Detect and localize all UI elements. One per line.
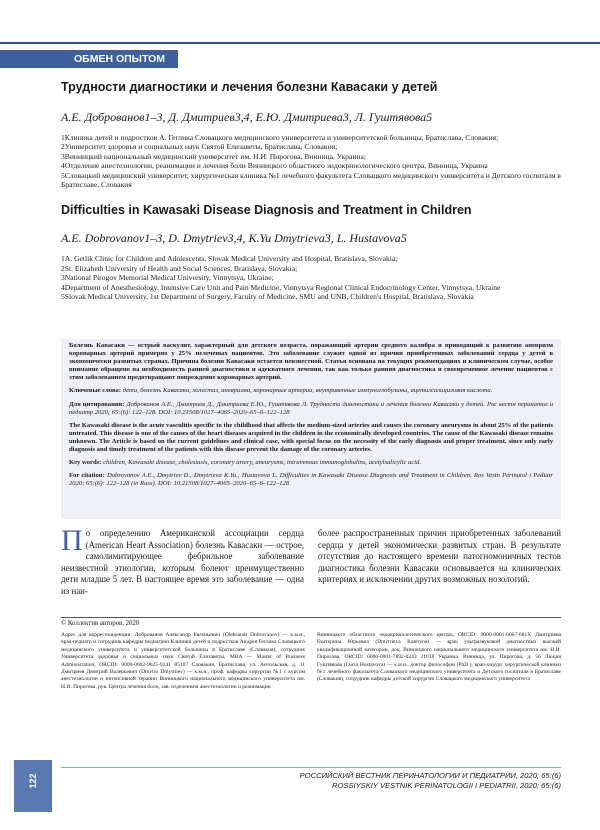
- authors-ru: А.Е. Доброванов1–3, Д. Дмитриев3,4, Е.Ю. Дмитриева3, Л. Гуштявова5: [61, 110, 433, 124]
- affiliation-ru-2: 2Университет здоровья и социальных наук Святой Елизаветы, Братислава, Словакия;: [61, 142, 338, 152]
- journal-footer: [240, 771, 561, 791]
- title-en: Difficulties in Kawasaki Disease Diagnosis and Treatment in Children: [61, 203, 472, 218]
- footer-divider: [61, 767, 561, 768]
- keywords-label-en: Key words:: [69, 459, 102, 467]
- abstract-ru: Болезнь Кавасаки — острый васкулит, характерный для детского возраста, поражающий артерии среднего калибра и приводящий к развитию аневризм коронарных артерий примерно у 25% нелеченых пациентов. Это заболевание служит одной из причин приобретенных заболеваний сердца у детей в экономически развитых странах. Причина болезни Кавасаки остается неизвестной. Статья основана на текущих рекомендациях и клиническом случае, особое внимание обращено на необходимость ранней диагностики и адекватного лечения, так как только ранняя диагностика и своевременное лечение пациентов с этим заболеванием предотвращают повреждение коронарных артерий.: [69, 342, 553, 382]
- affiliation-en-4: 4Department of Anesthesiology, Intensive Care Unit and Pain Medicine, Vinnytsya Regional Clinical Endocrinology Center, Vinnytsya, Ukraine: [61, 282, 501, 292]
- affiliation-ru-1: 1Клиника детей и подростков А. Геглика Словацкого медицинского университета и университетской больницы, Братислава, Словакия;: [61, 133, 499, 142]
- section-label: ОБМЕН ОПЫТОМ: [0, 50, 178, 68]
- citation-en: Dobrovanov A.E., Dmytriev D., Dmytrieva K.Yu., Hustavova L. Difficulties in Kawasaki Disease Diagnosis and Treatment in Children. Ros Vestn Perinatol i Pediatr 2020; 65:(6): 122–128 (in Russ). DOI: 10.21508/1027–4065–2020–65–6–122–128: [69, 472, 553, 488]
- keywords-en: children, Kawasaki disease, cholestasis, coronary artery, aneurysms, intravenous immunoglobulins, acetylsalicylic acid.: [103, 459, 422, 467]
- affiliation-en-3: 3National Pirogov Memorial Medical University, Vinnytsya, Ukraine;: [61, 273, 274, 283]
- journal-name-ru: РОССИЙСКИЙ ВЕСТНИК ПЕРИНАТОЛОГИИ И ПЕДИАТРИИ, 2020; 65:(6): [299, 771, 561, 780]
- correspondence-text-2: Винницкого областного эндокринологического центра, ORCID: 0000-0001-6067-681X Дмитриева Екатерина Юрьевна (Dmytrieva Kateryna) — врач ультразвуковой диагностики высшей квалификационной категории, доц. Винницкого национального медицинского университета им. Н.И. Пирогова, ORCID: 0000-0001-7892-0243 21018 Украина, Винница, ул. Пирогова, д. 56 Люция Гуштявова (Lucia Hustavova) — к.м.н., доктор философии (PhD.), врач-хирург хирургической клиники №1 лечебного факультета Словацкого медицинского университета и Детского госпиталя в Братиславе (Словакия), сотрудник кафедры детской хирургии Словацкого медицинского университета: [317, 632, 561, 683]
- footnote-divider: [61, 617, 561, 618]
- abstract-box: [61, 339, 561, 519]
- affiliation-en-5: 5Slovak Medical University, 1st Department of Surgery, Faculty of Medicine, SMU and UNB, Children's Hospital, Bratislava, Slovakia: [61, 292, 474, 302]
- abstract-en: The Kawasaki disease is the acute vasculitis specific to the childhood that affects the medium-sized arteries and causes the coronary aneurysms in about 25% of the patients untreated. This disease is one of the causes of the heart diseases acquired in the children in the economically developed countries. The cause of the Kawasaki disease remains unknown. The Article is based on the current guidelines and clinical case, with special focus on the necessity of the early diagnosis and proper treatment, since only early diagnosis and timely treatment of the patients with this disease prevent the damage of the coronary arteries.: [69, 421, 553, 454]
- article-header: [61, 80, 561, 301]
- body-column-1: [61, 524, 304, 598]
- citation-label-en: For citation:: [69, 472, 105, 480]
- keywords-label-ru: Ключевые слова:: [69, 387, 122, 395]
- header-rule: [0, 42, 600, 44]
- page-number: 122: [28, 773, 38, 789]
- drop-cap: П: [61, 524, 83, 557]
- citation-ru: Доброванов А.Е., Дмитриев Д., Дмитриева Е.Ю., Гуштявова Л. Трудности диагностики и лечения болезни Кавасаки у детей. Рос вестн перинатол и педиатр 2020; 65:(6): 122–128. DOI: 10.21508/1027–4065–2020–65–6–122–128: [69, 400, 553, 416]
- body-column-2: более распространенных причин приобретенных заболеваний сердца у детей экономически развитых стран. В результате отсутствия до настоящего времени патогномоничных тестов диагностика болезни Кавасаки основывается на клинических критериях и исключении других возможных нозологий.: [318, 528, 561, 585]
- authors-en: A.E. Dobrovanov1–3, D. Dmytriev3,4, K.Yu Dmytrieva3, L. Hustavova5: [61, 231, 407, 246]
- affiliation-en-1: 1A. Getlik Clinic for Children and Adolescents, Slovak Medical University and Hospital, Bratislava, Slovakia;: [61, 254, 398, 264]
- affiliation-ru-4: 4Отделение анестезиологии, реанимации и лечения боли Винницкого областного эндокринологического центра, Винница, Украина: [61, 161, 488, 171]
- correspondence-column-1: [61, 632, 305, 691]
- correspondence: [61, 632, 561, 691]
- journal-name-en: ROSSIYSKIY VESTNIK PERINATOLOGII I PEDIATRII, 2020; 65:(6): [331, 781, 561, 790]
- correspondence-column-2: [317, 632, 561, 691]
- affiliation-en-2: 2St. Elizabeth University of Health and Social Sciences, Bratislava, Slovakia;: [61, 263, 298, 273]
- title-ru: Трудности диагностики и лечения болезни Кавасаки у детей: [61, 80, 438, 94]
- body-text: [61, 524, 561, 598]
- affiliation-ru-3: 3Винницкий национальный медицинский университет им. Н.И. Пирогова, Винница, Украина;: [61, 151, 366, 161]
- correspondence-text-1: Адрес для корреспонденции: Доброванов Александр Евгеньевич (Oleksandr Dobrovanov) — к.м.н., врач-педиатр и сотрудник кафедры педиатрии Клиники детей и подростков Андрея Геглика Словацкого медицинского университета и университетской больницы в Братиславе (Словакия), сотрудник Университета здоровья и социальных наук Святой Елизаветы, MBA — Master of Business Administration, ORCID: 0000-0002-9025-9141 85107 Словакия, Братислава, ул. Антольская, д. 11 Дмитриев Дмитрий Валерьевич (Dmytro Dmytriiev) — к.м.н., проф. кафедры хирургии №1 с курсом анестезиологии и интенсивной терапии Винницкого национального медицинского университета им. Н.И. Пирогова, рук. Центра лечения боли, зав. отделением анестезиологии и реанимации: [61, 632, 305, 690]
- copyright: © Коллектив авторов, 2020: [61, 620, 140, 627]
- body-column-1-text: о определению Американской ассоциации сердца (American Heart Association) болезнь Кавасаки — острое, самолимитирующее фебрильное заболевание неизвестной этиологии, которым болеют преимущественно дети младше 5 лет. В настоящее время это заболевание — одна из наи-: [61, 528, 304, 596]
- affiliation-ru-5: 5Словацкий медицинский университет, хирургическая клиника №1 лечебного факультета Словацкого медицинского университета и Детского госпиталя в Братиславе, Словакия: [61, 170, 561, 190]
- citation-label-ru: Для цитирования:: [69, 400, 125, 408]
- keywords-ru: дети, болезнь Кавасаки, холестаз, аневризма, коронарные артерии, внутривенные иммуноглобулины, ацетилсалициловая кислота.: [122, 387, 493, 395]
